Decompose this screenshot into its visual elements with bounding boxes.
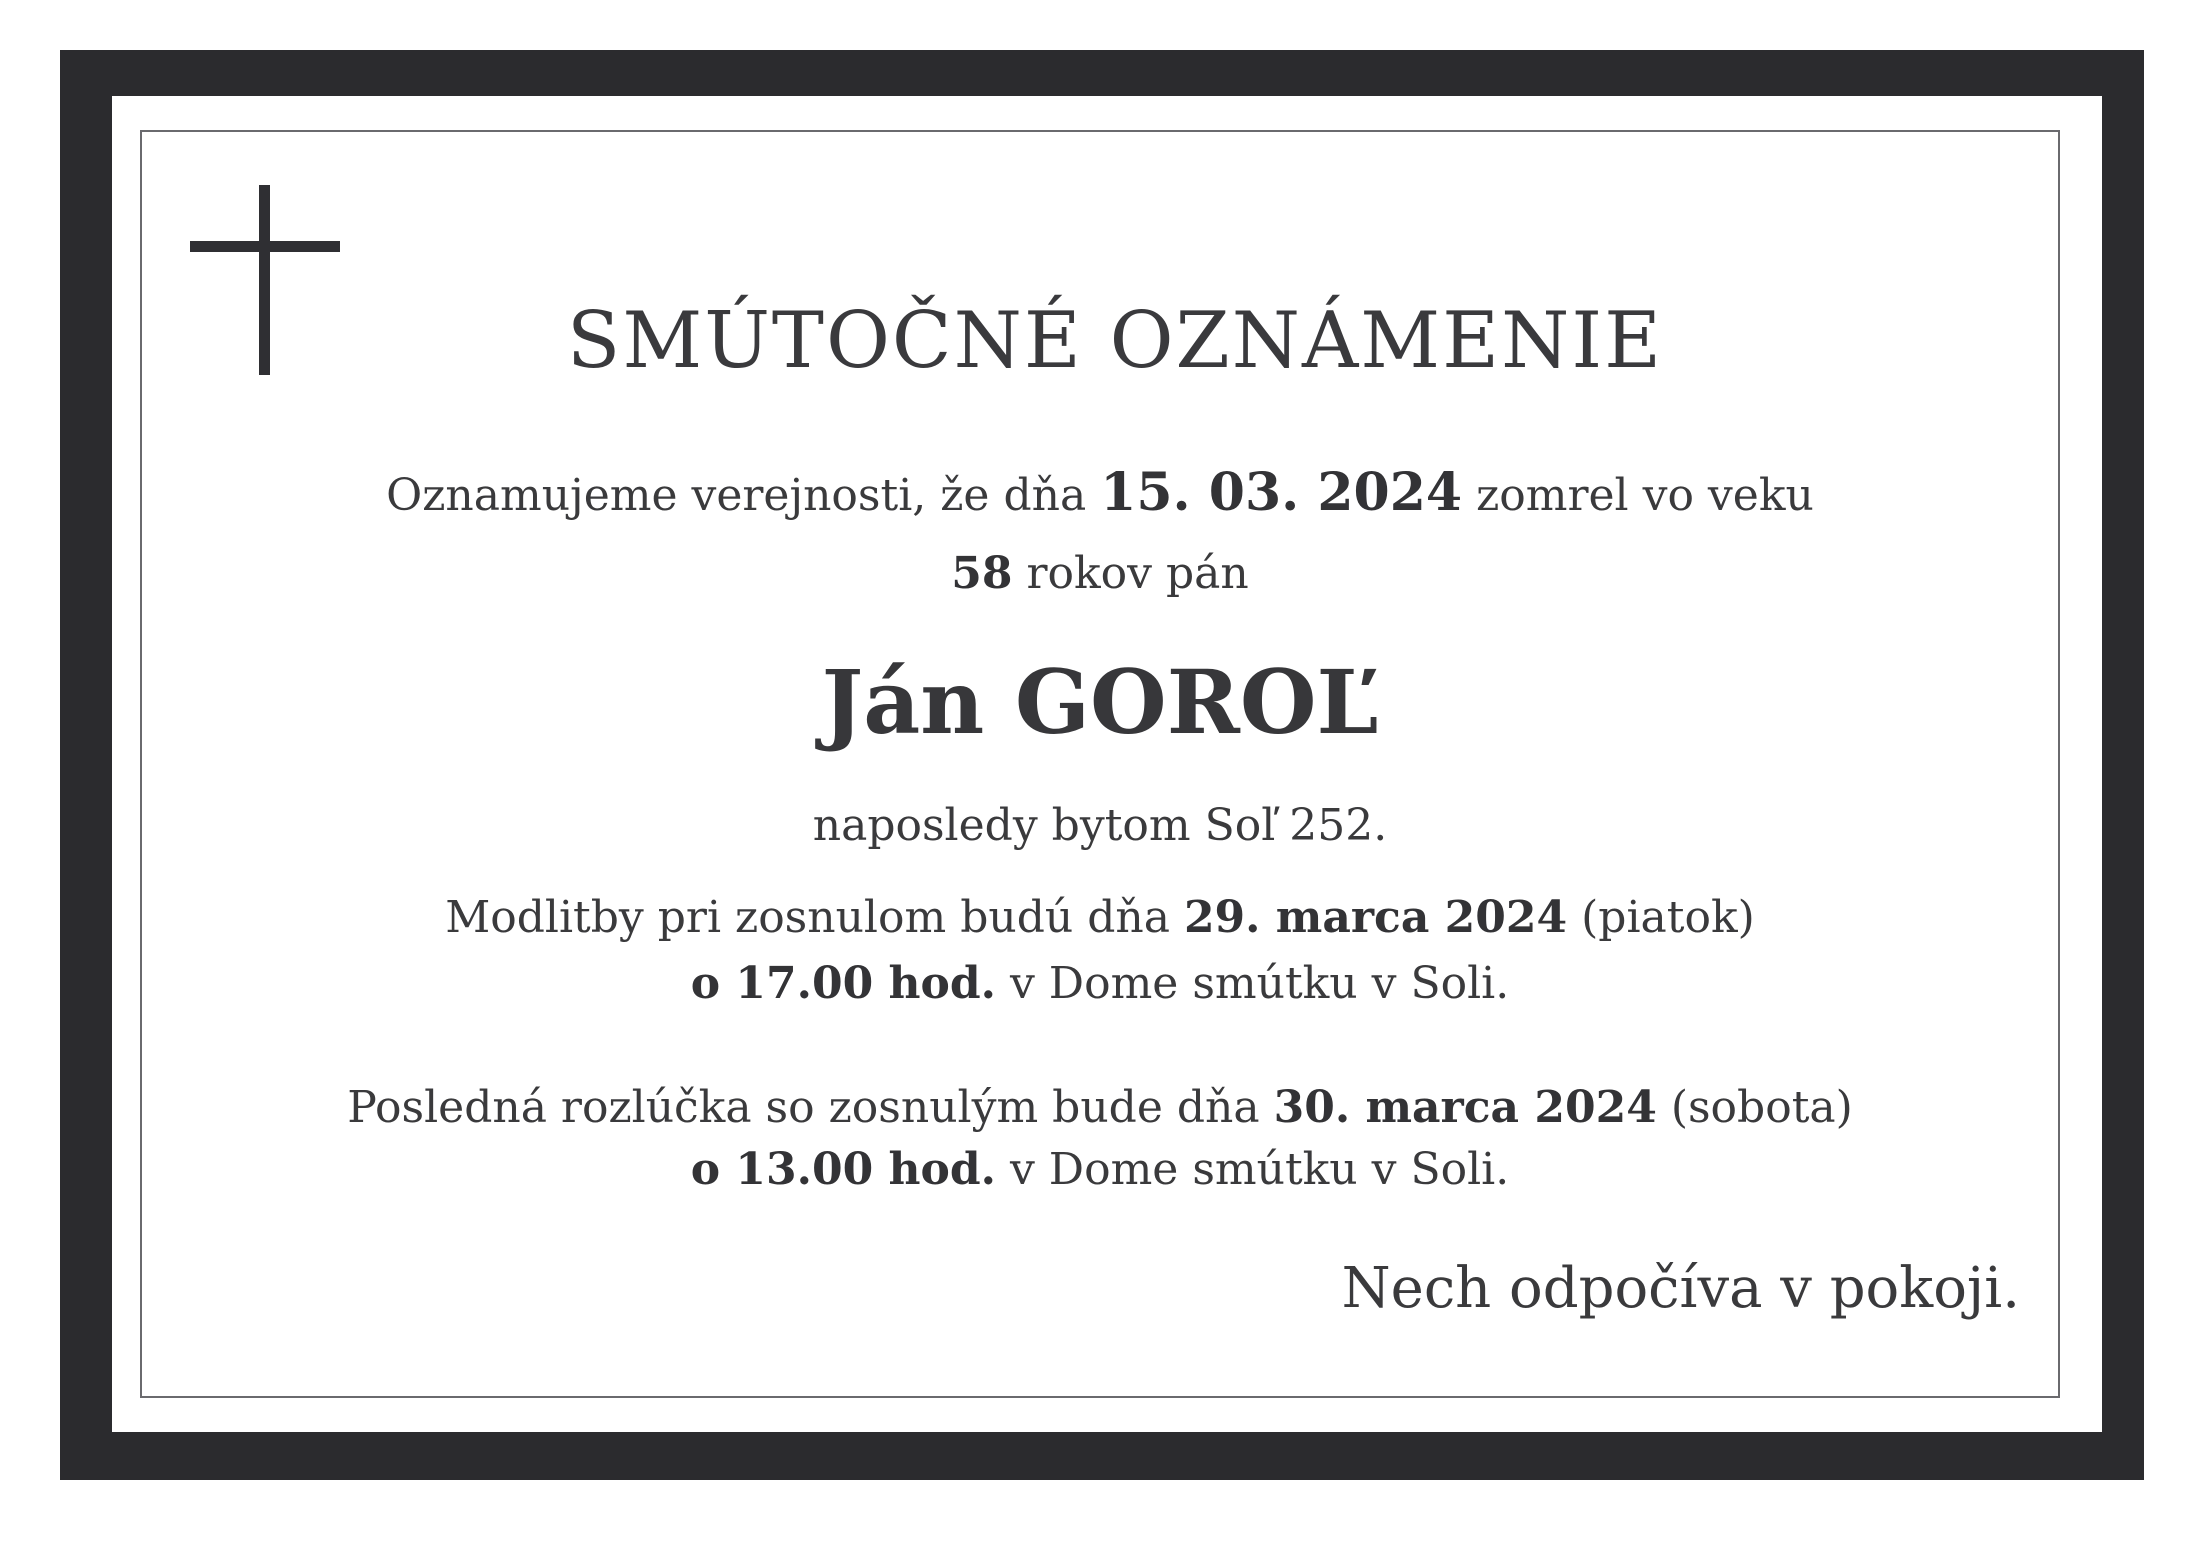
age-line xyxy=(0,548,2200,599)
prayer-line xyxy=(0,892,2200,943)
deceased-name: Ján GOROĽ xyxy=(821,650,1379,754)
farewell-time: o 13.00 hod. xyxy=(690,1144,996,1195)
death-date: 15. 03. 2024 xyxy=(1100,462,1463,523)
closing-phrase: Nech odpočíva v pokoji. xyxy=(1341,1256,2020,1321)
intro-line xyxy=(0,462,2200,523)
prayer-time-line xyxy=(0,958,2200,1009)
farewell-day: (sobota) xyxy=(1670,1082,1853,1133)
notice-title: SMÚTOČNÉ OZNÁMENIE xyxy=(566,296,1664,386)
prayer-day: (piatok) xyxy=(1581,892,1755,943)
prayer-time: o 17.00 hod. xyxy=(690,958,996,1009)
intro-prefix: Oznamujeme verejnosti, že dňa xyxy=(386,470,1087,521)
farewell-prefix: Posledná rozlúčka so zosnulým bude dňa xyxy=(347,1082,1260,1133)
prayer-prefix: Modlitby pri zosnulom budú dňa xyxy=(445,892,1170,943)
intro-suffix: zomrel vo veku xyxy=(1476,470,1814,521)
age-value: 58 xyxy=(951,548,1013,599)
residence-line: naposledy bytom Soľ 252. xyxy=(812,800,1388,851)
farewell-date: 30. marca 2024 xyxy=(1273,1082,1657,1133)
prayer-date: 29. marca 2024 xyxy=(1183,892,1568,943)
farewell-line xyxy=(0,1082,2200,1133)
prayer-place: v Dome smútku v Soli. xyxy=(1009,958,1510,1009)
farewell-place: v Dome smútku v Soli. xyxy=(1009,1144,1510,1195)
age-suffix: rokov pán xyxy=(1026,548,1249,599)
farewell-time-line xyxy=(0,1144,2200,1195)
